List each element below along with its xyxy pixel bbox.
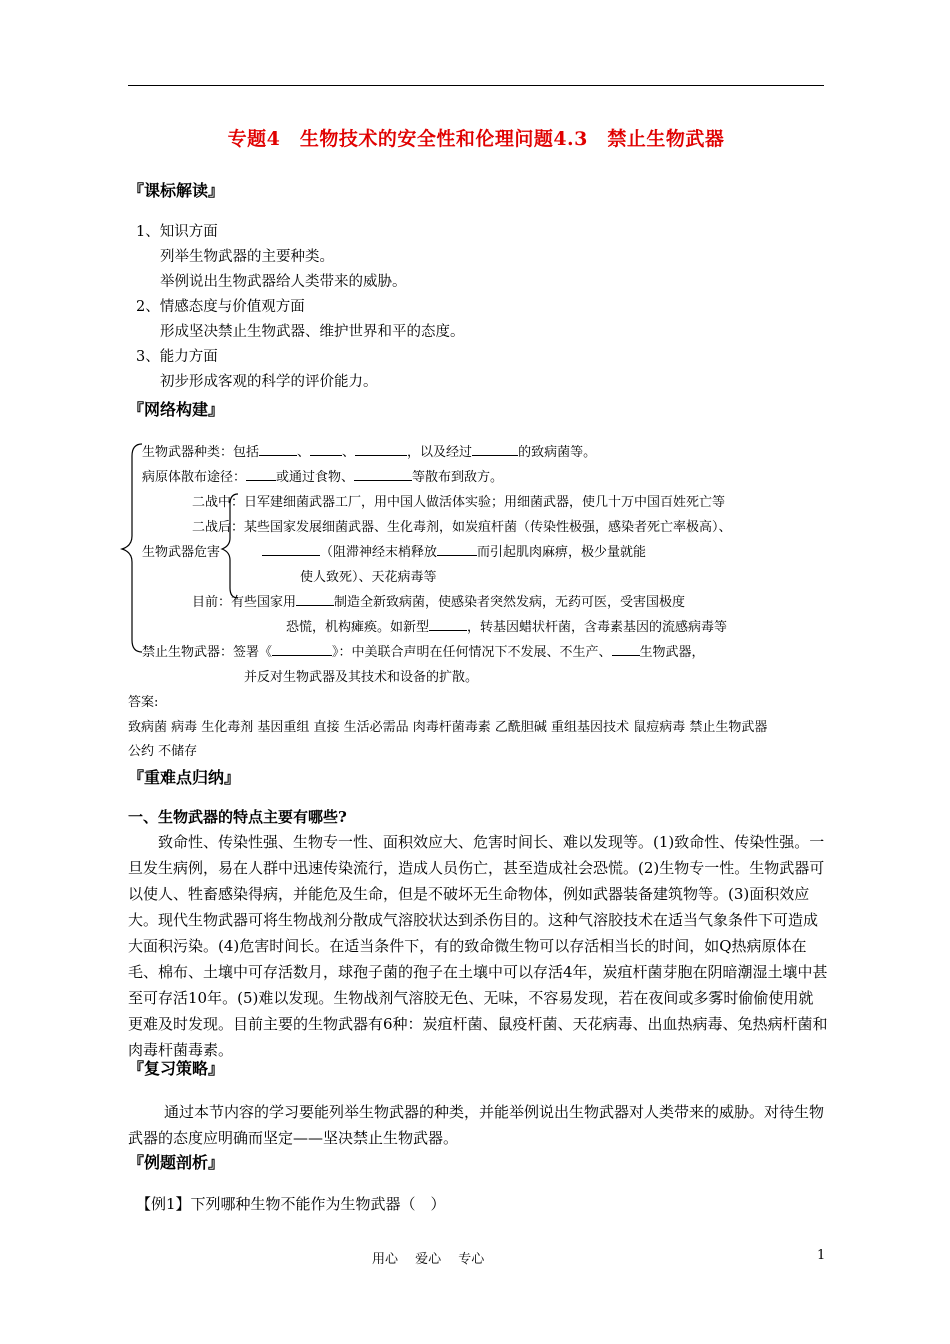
network-row-harm-label: 生物武器危害 — [142, 545, 221, 560]
objective-heading-attitude: 2、情感态度与价值观方面 — [136, 299, 305, 315]
page-title: 专题4 生物技术的安全性和伦理问题4.3 禁止生物武器 — [227, 128, 725, 150]
answer-line: 致病菌 病毒 生化毒剂 基因重组 直接 生活必需品 肉毒杆菌毒素 乙酰胆碱 重组基因技术 鼠痘病毒 禁止生物武器 — [128, 720, 768, 735]
network-row-current-cont: 恐慌，机构瘫痪。如新型 ，转基因蜡状杆菌，含毒素基因的流感病毒等 — [286, 616, 727, 635]
section-heading-keypoints: 『重难点归纳』 — [128, 768, 241, 787]
network-row-spread: 病原体散布途径： 或通过食物、 等散布到敌方。 — [142, 466, 503, 485]
section-heading-objectives: 『课标解读』 — [128, 181, 225, 200]
keypoint-paragraph: 致命性、传染性强、生物专一性、面积效应大、危害时间长、难以发现等。(1)致命性、传染性强。一旦发生病例，易在人群中迅速传染流行，造成人员伤亡，甚至造成社会恐慌。(2)生物专一性。生物武器可以使人、牲畜感染得病，并能危及生命，但是不破坏无生命物体，例如武器装备建筑物等。(3)面积效应大。现代生物武器可将生物战剂分散成气溶胶状达到杀伤目的。这种气溶胶技术在适当气象条件下可造成大面积污染。(4)危害时间长。在适当条件下，有的致命微生物可以存活相当长的时间，如Q热病原体在毛、棉布、土壤中可存活数月，球孢子菌的孢子在土壤中可以存活4年，炭疽杆菌芽胞在阴暗潮湿土壤中甚至可存活10年。(5)难以发现。生物战剂气溶胶无色、无味，不容易发现，若在夜间或多雾时偷偷使用就更难及时发现。目前主要的生物武器有6种：炭疽杆菌、鼠疫杆菌、天花病毒、出血热病毒、兔热病杆菌和肉毒杆菌毒素。 — [128, 833, 828, 1059]
objective-item: 举例说出生物武器给人类带来的威胁。 — [160, 274, 407, 290]
network-row-ban: 禁止生物武器：签署《 》：中美联合声明在任何情况下不发展、不生产、 生物武器， — [142, 641, 705, 660]
header-rule — [128, 85, 824, 86]
objective-heading-knowledge: 1、知识方面 — [136, 224, 218, 240]
network-row-ban-cont: 并反对生物武器及其技术和设备的扩散。 — [244, 670, 479, 685]
network-row-toxin: （阻滞神经末梢释放 而引起肌肉麻痹，极少量就能 — [262, 541, 646, 560]
objective-item: 列举生物武器的主要种类。 — [160, 249, 334, 265]
network-row-current: 目前：有些国家用 制造全新致病菌，使感染者突然发病，无药可医，受害国极度 — [192, 591, 685, 610]
footer-motto: 用心 爱心 专心 — [372, 1252, 485, 1267]
strategy-paragraph: 通过本节内容的学习要能列举生物武器的种类，并能举例说出生物武器对人类带来的威胁。对待生物武器的态度应明确而坚定——坚决禁止生物武器。 — [128, 1103, 825, 1147]
section-heading-examples: 『例题剖析』 — [128, 1153, 225, 1172]
section-heading-strategy: 『复习策略』 — [128, 1059, 225, 1078]
network-row-types: 生物武器种类：包括 、 、 ，以及经过 的致病菌等。 — [142, 441, 596, 460]
network-row-toxin-cont: 使人致死）、天花病毒等 — [300, 570, 437, 585]
objective-item: 初步形成客观的科学的评价能力。 — [160, 374, 378, 390]
objective-heading-ability: 3、能力方面 — [136, 349, 218, 365]
answer-label: 答案: — [128, 695, 159, 710]
objective-item: 形成坚决禁止生物武器、维护世界和平的态度。 — [160, 324, 465, 340]
example-question: 【例1】下列哪种生物不能作为生物武器（ ） — [136, 1195, 446, 1213]
question-heading: 一、生物武器的特点主要有哪些? — [128, 808, 347, 826]
network-row-wartime: 二战中：日军建细菌武器工厂，用中国人做活体实验；用细菌武器，使几十万中国百姓死亡等 — [192, 495, 726, 510]
section-heading-network: 『网络构建』 — [128, 400, 225, 419]
page-number: 1 — [817, 1248, 826, 1263]
answer-line: 公约 不储存 — [128, 744, 198, 759]
network-row-postwar: 二战后：某些国家发展细菌武器、生化毒剂，如炭疽杆菌（传染性极强，感染者死亡率极高）、 — [192, 520, 732, 535]
